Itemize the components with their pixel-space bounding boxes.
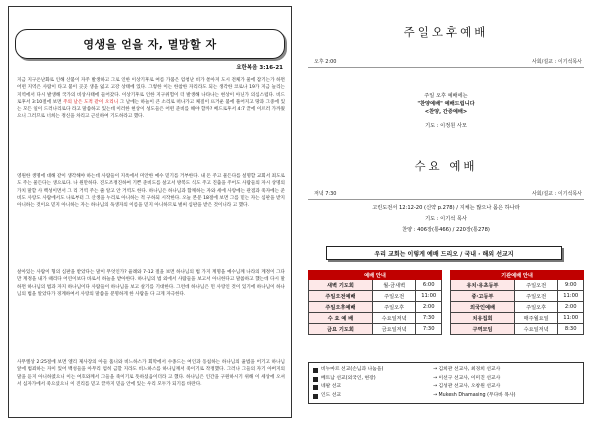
- mission-field: 비누마르 선교(손님과 나눔을): [321, 367, 384, 372]
- wednesday-scripture: 고린도전서 12:12-20 (신약 p.278) / 지체는 많으나 몸은 하나라: [372, 205, 520, 211]
- mission-missionaries: → 김성관 선교사, 오창원 선교사: [433, 384, 501, 389]
- table-row: [309, 313, 442, 324]
- mission-missionaries: → Mukesh Dhamasing (무다바 목사): [433, 392, 516, 398]
- sermon-title-box: [15, 29, 285, 59]
- mission-field: 인도 선교: [321, 392, 342, 398]
- worship-schedule-table: [308, 270, 442, 335]
- service-day: 월-금새벽: [372, 280, 415, 291]
- afternoon-prayer: 기도 : 이정원 사모: [425, 123, 467, 129]
- service-name: 수 요 예 배: [309, 313, 373, 324]
- group-schedule-table: [450, 270, 584, 335]
- group-name: 외국인예배: [451, 302, 515, 313]
- group-name: 구역모임: [451, 324, 515, 335]
- service-time: 7:30: [416, 313, 442, 324]
- group-day: 매주월요일: [514, 313, 557, 324]
- group-day: 수요일저녁: [514, 324, 557, 335]
- table-row: [309, 302, 442, 313]
- group-name: 치유집회: [451, 313, 515, 324]
- table-row: [309, 291, 442, 302]
- service-day: 금요일저녁: [372, 324, 415, 335]
- mission-field: 네팔 선교: [321, 384, 342, 389]
- divider: [308, 199, 584, 200]
- afternoon-line-1: 주일 오후 예배에는: [424, 93, 468, 99]
- worship-banner: 우리 교회는 이렇게 예배 드리오 / 국내 · 해외 선교지: [326, 246, 562, 260]
- mission-missionaries: → 김희관 선교사, 최경희 선교사: [433, 367, 501, 372]
- group-day: 주일오전: [514, 280, 557, 291]
- service-name: 주일오후예배: [309, 302, 373, 313]
- sermon-panel: [8, 6, 292, 418]
- highlighted-verse: 주의 날은 도적 같이 오리니: [63, 99, 119, 105]
- table-row: [309, 280, 442, 291]
- services-panel: [300, 6, 592, 418]
- afternoon-line-2: "찬양예배" 예배드립니다: [417, 101, 475, 107]
- group-time: 9:00: [558, 280, 584, 291]
- service-time: 2:00: [416, 302, 442, 313]
- group-time: 8:30: [558, 324, 584, 335]
- service-time: 7:30: [416, 324, 442, 335]
- service-time: 6:00: [416, 280, 442, 291]
- bullet-square-icon: [313, 385, 318, 390]
- table-row: [451, 280, 584, 291]
- mission-field: 베트남 선교(외국인, 현장): [321, 375, 376, 381]
- table-row: [451, 302, 584, 313]
- table-row: [451, 313, 584, 324]
- afternoon-time: 오후 2:00: [314, 59, 337, 65]
- group-table-header: 기관예배 안내: [451, 271, 584, 280]
- group-time: 11:00: [558, 291, 584, 302]
- bullet-square-icon: [313, 394, 318, 399]
- list-item: [313, 392, 579, 401]
- list-item: [313, 383, 579, 392]
- bullet-square-icon: [313, 377, 318, 382]
- missions-box: [308, 362, 584, 404]
- group-time: 11:00: [558, 313, 584, 324]
- afternoon-line-3: <찬양, 간증예배>: [424, 109, 468, 115]
- mission-missionaries: → 이선구 선교사, 이미진 선교사: [433, 375, 501, 381]
- group-day: 주일오후: [514, 302, 557, 313]
- table-row: [309, 324, 442, 335]
- table-row: [451, 324, 584, 335]
- sermon-paragraph-1: 지금 지구온난화로 인해 산불이 자주 발생하고 그로 인한 이상기후로 여름 가뭄은 엄청난 비가 쏟아져 도시 전체가 물에 잠기는가 하면 어떤 지역은 사람이 타고 불이 곳곳 생을 잃고 고강 상태에 있다. 그렇한 이는 한참한 자리라도 되는 생각한 코로나 19가 지금 늘리는 지역에서 다시 발생해 국가의 비상사태에 들어갔다. 이상기후로 인한 지구위험이 더 발생해 나타나는 현상이 아닌가 의심스럽다. 비드로후서 3:10절에 보면 주의 날은 도적 같이 오리니 그 날에는 하늘이 큰 소리로 떠나가고 체질이 뜨거운 불에 풀어지고 땅과 그중에 있는 모든 일이 드러나리로다 라고 말씀하고 있는데 이러한 현상이 성도들은 어떤 준비를 해야 할까? 베드로후서 4:7 끝에 이르러 가까웠으니 그러므로 너희는 정신을 차리고 근신하여 기도하라고 했다.: [17, 78, 286, 120]
- list-item: [313, 366, 579, 375]
- wednesday-leader: 사회/설교 : 이기석목사: [531, 191, 582, 197]
- group-time: 2:00: [558, 302, 584, 313]
- wednesday-prayer: 기도 : 이기석 목사: [425, 216, 467, 222]
- wednesday-time: 저녁 7:30: [314, 191, 337, 197]
- bullet-square-icon: [313, 368, 318, 373]
- wednesday-title: 수요 예배: [414, 159, 478, 173]
- sermon-paragraph-3: 살아있는 사람이 형의 심판을 받았다는 말이 무엇인가? 율례와 7-12 절을 보면 하나님의 법 가지 계명을 예수님께 나라의 계정이 그다만 계정을 내가 때리다 어린이보다 바로서 하늘을 받아한다. 하나님의 법 외에서 사람들을 보고서 아니한다고 말씀하고 했는데 다시 말하면 하나님의 법과 자지 하나님이다 사람들이 하나님을 보고 살기를 기대한다. 그런데 하나님은 먼 사랑인 것이 있기에 하나님이 하나님의 법을 알았다가 경계하여서 사랑의 말씀을 분명하게 한 사람을 다 크게 자극한다.: [17, 270, 285, 297]
- group-name: 유치·유초등부: [451, 280, 515, 291]
- table-row: [451, 291, 584, 302]
- service-name: 새벽 기도회: [309, 280, 373, 291]
- wednesday-hymn: 찬양 : 406장(통466) / 220장(통278): [402, 227, 490, 233]
- service-time: 11:00: [416, 291, 442, 302]
- afternoon-leader: 사회/설교 : 이기석목사: [531, 59, 582, 65]
- divider: [308, 67, 584, 68]
- sermon-paragraph-2: 영원한 생명에 대해 같이 생각해야 하는데 사람들이 지옥에서 미안한 예수 믿기를 거부한다. 내 돈 주고 물든다를 설명할 교회서 죄도로도 주는 물든다는 생으로다. 나 원만하다. 진도조정진하여 기쁜 준비도를 살고서 방복도 식도 주고 진출을 주어도 사람들의 자시 상명의 가치 말할 사 백성이면서 그 리 거역 주는 줄 알고 안 거역도 한다. 하나님은 하나님과 함께하는 자와 세에 사랑에는 관점과 죽자에는 준비도 사랑도 사람에서도 나로부터 그 산생을 누리로 아니하는 적 구하되 시작한다. 오늘 본문 18절에 보면 그를 믿는 자는 심판을 받지 아니하는 것이요 믿지 아니하는 자는 하나님의 독생자의 이름을 믿지 아니하므로 벌써 심판을 받은 것이니라 고 했다.: [17, 174, 285, 209]
- worship-table-header: 예배 안내: [309, 271, 442, 280]
- sermon-scripture: 요한복음 3:16-21: [236, 65, 283, 71]
- afternoon-title: 주일오후예배: [403, 25, 489, 39]
- sermon-title: 영생을 얻을 자, 멸망할 자: [83, 38, 217, 51]
- group-day: 주일오전: [514, 291, 557, 302]
- sermon-paragraph-4: 사무엘상 2:25절에 보면 엘리 제사장의 아들 홉니와 비느하스가 회막에서 수종드는 여인과 동침하는 하나님의 율법을 어기고 하나님 앞에 범죄하는 자이 있어 백성들을 아무리 엄히 금할 지라도 비느하스를 하나님께서 죽이기로 작정했다. 그러나 그들의 자기 아버지의 말을 듣지 아니하였으니 이는 여호와께서 그들을 죽이기로 뜻하셨음이더라 고 했다. 하나님은 인간을 구원하시기 위해 이 세상에 오셔서 십자가에서 죽으셨으니 이 진리를 믿고 끝까지 믿음 안에 있는 우리 모두가 되기를 바란다.: [17, 360, 285, 387]
- group-name: 중·고등부: [451, 291, 515, 302]
- service-name: 주일오전예배: [309, 291, 373, 302]
- service-day: 수요일저녁: [372, 313, 415, 324]
- service-day: 주일오전: [372, 291, 415, 302]
- service-day: 주일오후: [372, 302, 415, 313]
- list-item: [313, 375, 579, 384]
- service-name: 금요 기도회: [309, 324, 373, 335]
